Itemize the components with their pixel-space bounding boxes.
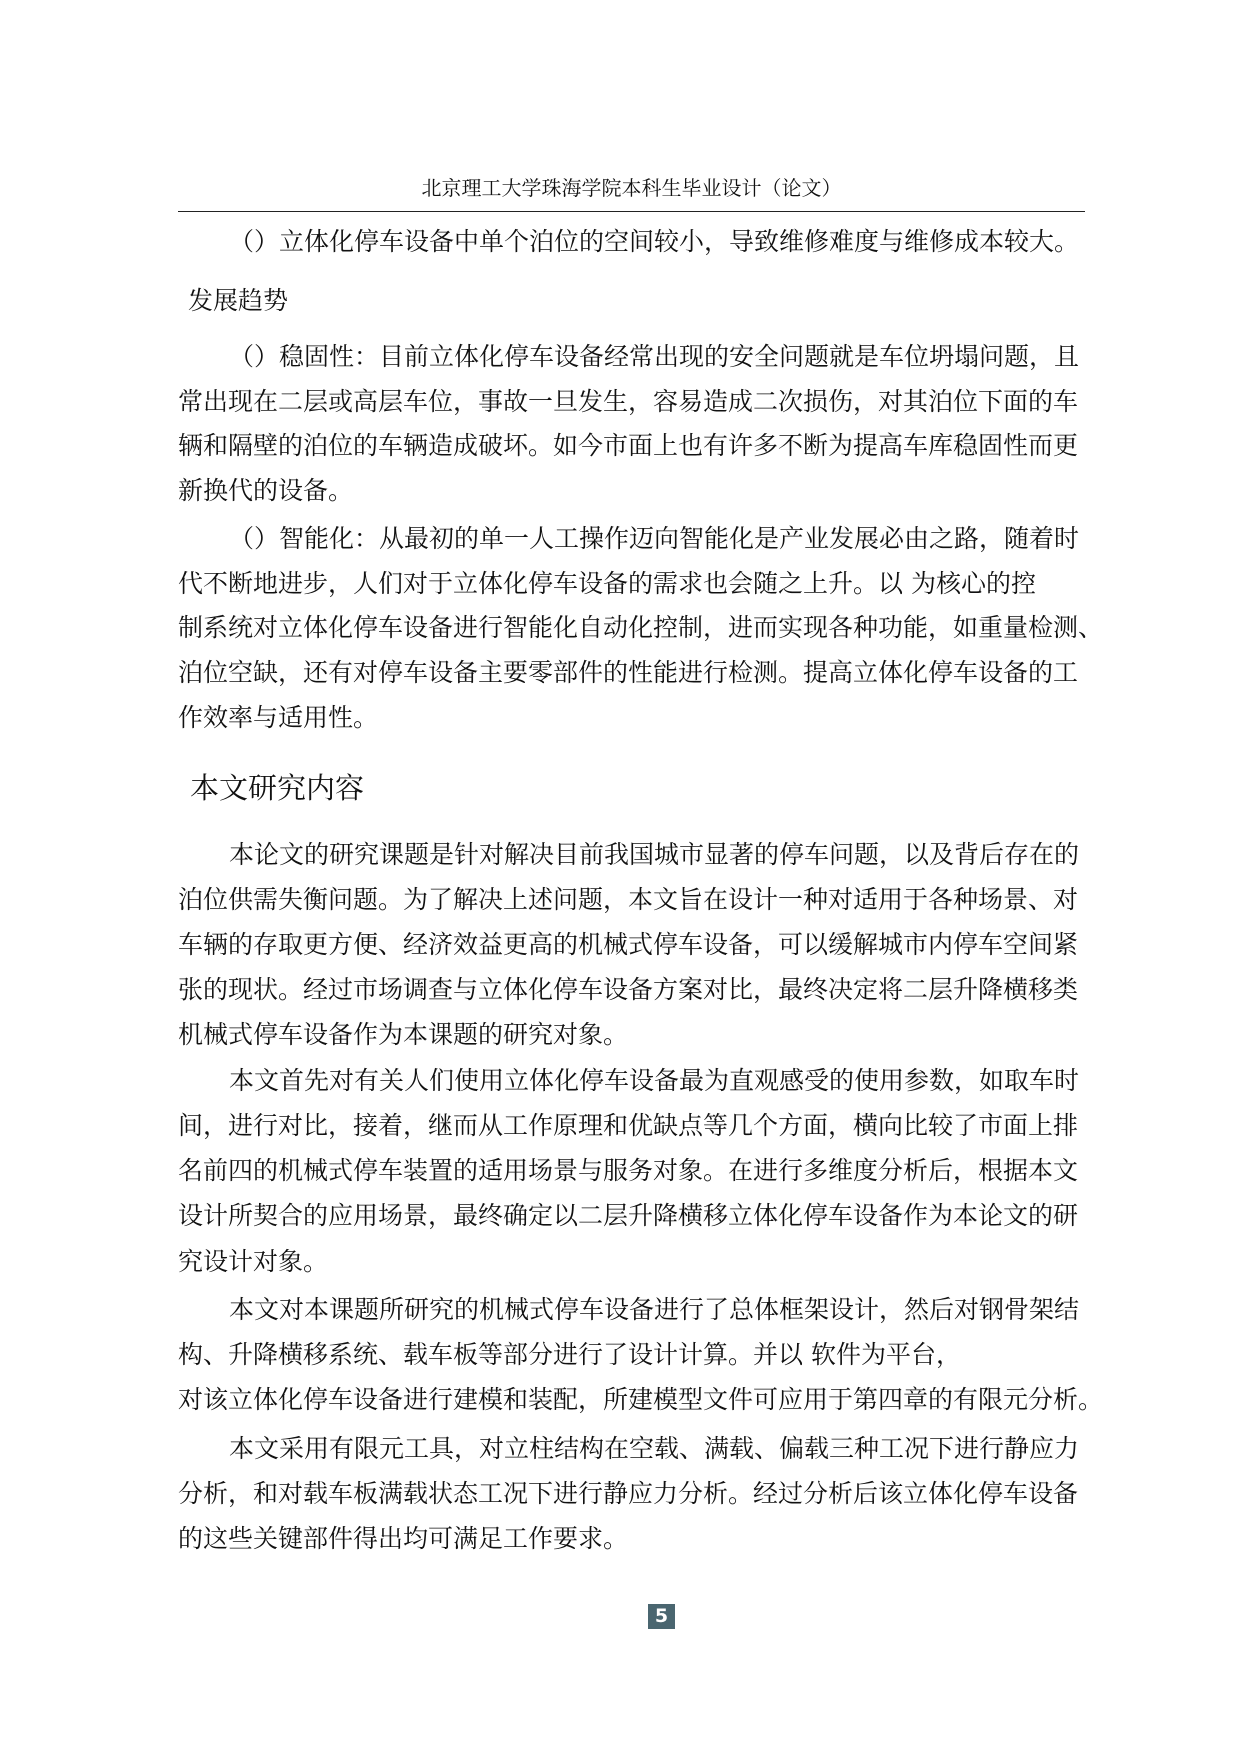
text-line: （）智能化：从最初的单一人工操作迈向智能化是产业发展必由之路，随着时	[229, 524, 1080, 553]
text-line: 作效率与适用性。	[178, 703, 379, 732]
text-line: 本论文的研究课题是针对解决目前我国城市显著的停车问题，以及背后存在的	[229, 840, 1080, 869]
text-line: 本文采用有限元工具，对立柱结构在空载、满载、偏载三种工况下进行静应力	[229, 1434, 1080, 1463]
text-line: 对该立体化停车设备进行建模和装配，所建模型文件可应用于第四章的有限元分析。	[178, 1385, 1104, 1414]
text-line: 间，进行对比，接着，继而从工作原理和优缺点等几个方面，横向比较了市面上排	[178, 1111, 1079, 1140]
text-line: 构、升降横移系统、载车板等部分进行了设计计算。并以 软件为平台，	[178, 1340, 961, 1369]
text-line: （）稳固性：目前立体化停车设备经常出现的安全问题就是车位坍塌问题，且	[229, 342, 1080, 371]
text-line: 分析，和对载车板满载状态工况下进行静应力分析。经过分析后该立体化停车设备	[178, 1479, 1079, 1508]
page-number: 5	[648, 1604, 675, 1629]
text-line: 发展趋势	[188, 286, 289, 315]
text-line: （）立体化停车设备中单个泊位的空间较小，导致维修难度与维修成本较大。	[229, 227, 1080, 256]
text-line: 车辆的存取更方便、经济效益更高的机械式停车设备，可以缓解城市内停车空间紧	[178, 930, 1079, 959]
text-line: 本文对本课题所研究的机械式停车设备进行了总体框架设计，然后对钢骨架结	[229, 1295, 1080, 1324]
running-header: 北京理工大学珠海学院本科生毕业设计（论文）	[421, 176, 842, 200]
text-line: 代不断地进步，人们对于立体化停车设备的需求也会随之上升。以 为核心的控	[178, 569, 1036, 598]
text-line: 机械式停车设备作为本课题的研究对象。	[178, 1020, 629, 1049]
text-line: 的这些关键部件得出均可满足工作要求。	[178, 1524, 629, 1553]
text-line: 究设计对象。	[178, 1247, 329, 1276]
text-line: 制系统对立体化停车设备进行智能化自动化控制，进而实现各种功能，如重量检测、	[178, 613, 1104, 642]
text-line: 常出现在二层或高层车位，事故一旦发生，容易造成二次损伤，对其泊位下面的车	[178, 387, 1079, 416]
section-heading: 本文研究内容	[190, 771, 365, 805]
text-line: 张的现状。经过市场调查与立体化停车设备方案对比，最终决定将二层升降横移类	[178, 975, 1079, 1004]
text-line: 新换代的设备。	[178, 476, 354, 505]
text-line: 辆和隔壁的泊位的车辆造成破坏。如今市面上也有许多不断为提高车库稳固性而更	[178, 431, 1079, 460]
text-line: 设计所契合的应用场景，最终确定以二层升降横移立体化停车设备作为本论文的研	[178, 1201, 1079, 1230]
text-line: 泊位供需失衡问题。为了解决上述问题，本文旨在设计一种对适用于各种场景、对	[178, 885, 1079, 914]
text-line: 泊位空缺，还有对停车设备主要零部件的性能进行检测。提高立体化停车设备的工	[178, 658, 1079, 687]
text-line: 名前四的机械式停车装置的适用场景与服务对象。在进行多维度分析后，根据本文	[178, 1156, 1079, 1185]
header-rule	[178, 211, 1085, 212]
text-line: 本文首先对有关人们使用立体化停车设备最为直观感受的使用参数，如取车时	[229, 1066, 1080, 1095]
